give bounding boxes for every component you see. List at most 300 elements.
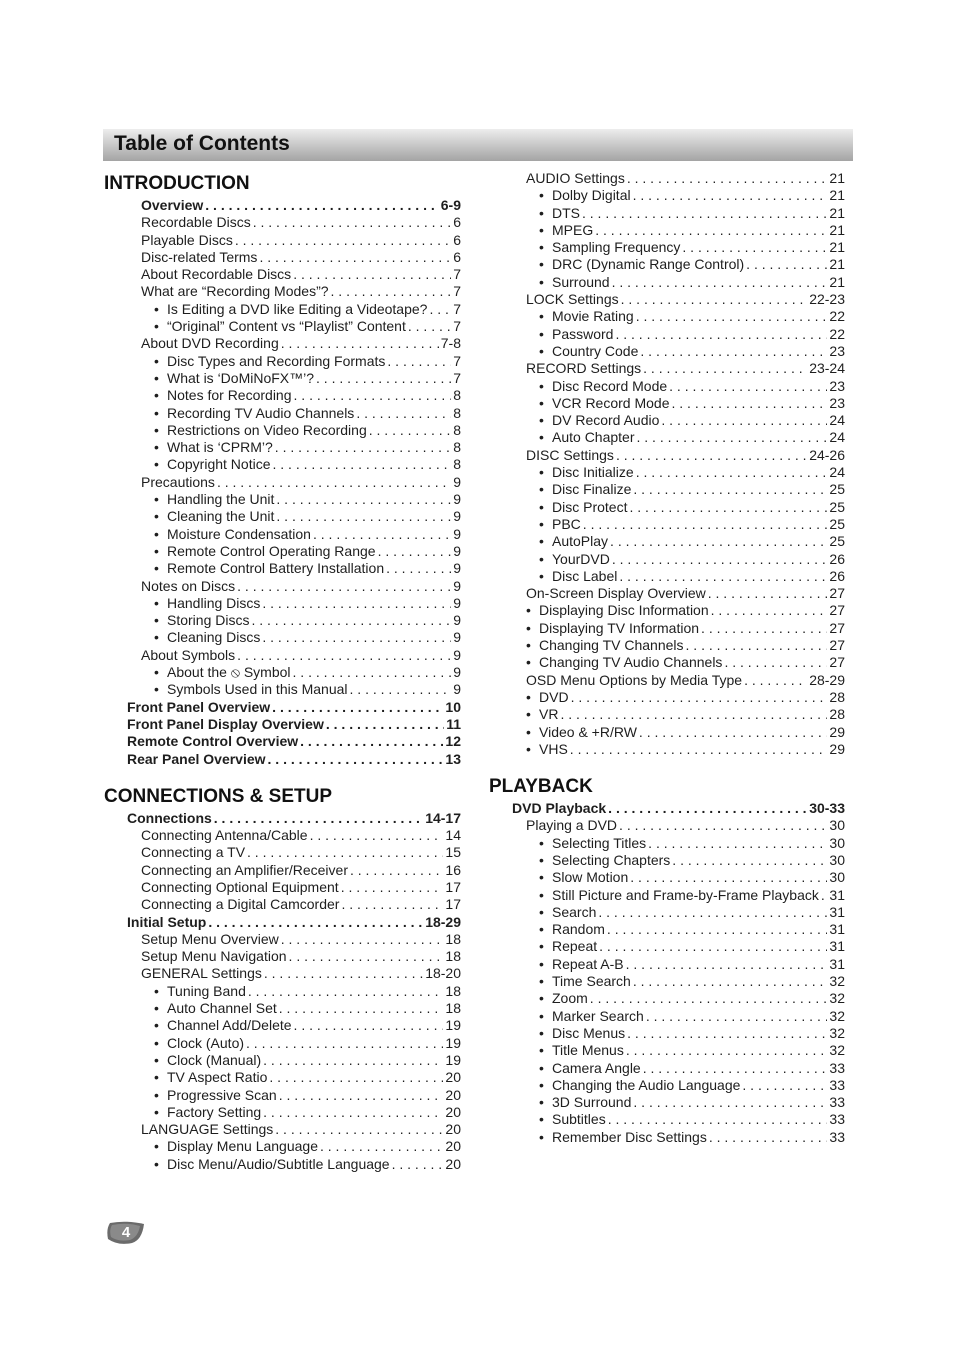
- toc-entry-password: [489, 326, 845, 343]
- dot-leader: [350, 681, 452, 698]
- bullet-icon: •: [154, 1086, 159, 1103]
- bullet-icon: •: [154, 1000, 159, 1017]
- dot-leader: [253, 214, 451, 231]
- toc-entry-page: 14: [445, 827, 461, 844]
- dot-leader: [619, 817, 827, 834]
- dot-leader: [616, 447, 807, 464]
- toc-entry-label: Remember Disc Settings: [552, 1128, 707, 1145]
- dot-leader: [744, 672, 807, 689]
- toc-entry-notes-on-discs: [104, 578, 461, 595]
- toc-entry-lock-settings: [489, 291, 845, 308]
- bullet-icon: •: [539, 204, 544, 221]
- bullet-icon: •: [154, 594, 159, 611]
- dot-leader: [429, 301, 451, 318]
- toc-entry-disc-initialize: [489, 464, 845, 481]
- toc-entry-label: AutoPlay: [552, 533, 609, 550]
- toc-entry-label: Precautions: [141, 473, 215, 490]
- toc-entry-what-are-recording-modes: [104, 283, 461, 300]
- toc-entry-label: VR: [539, 706, 559, 723]
- dot-leader: [369, 422, 451, 439]
- bullet-icon: •: [539, 550, 544, 567]
- toc-entry-pbc: [489, 516, 845, 533]
- toc-entry-page: 18: [445, 1000, 461, 1017]
- dot-leader: [378, 543, 452, 560]
- toc-entry-label: Password: [552, 325, 614, 342]
- toc-entry-page: 26: [829, 567, 845, 584]
- toc-entry-still-picture-and-frame-by-frame-playback: [489, 887, 845, 904]
- toc-entry-connections: [104, 810, 461, 827]
- toc-entry-label: Still Picture and Frame-by-Frame Playback: [552, 886, 819, 903]
- toc-entry-label: Selecting Chapters: [552, 851, 671, 868]
- dot-leader: [262, 595, 451, 612]
- toc-entry-connecting-a-tv: [104, 844, 461, 861]
- toc-entry-page: 33: [829, 1076, 845, 1093]
- toc-entry-label: LANGUAGE Settings: [141, 1121, 274, 1138]
- toc-entry-displaying-tv-information: [489, 620, 845, 637]
- toc-entry-page: 7: [453, 300, 461, 317]
- bullet-icon: •: [539, 533, 544, 550]
- bullet-icon: •: [154, 439, 159, 456]
- dot-leader: [248, 983, 444, 1000]
- dot-leader: [386, 560, 451, 577]
- toc-entry-page: 30-33: [809, 800, 845, 817]
- toc-entry-page: 24: [829, 412, 845, 429]
- toc-entry-vhs: [489, 741, 845, 758]
- toc-entry-page: 32: [829, 973, 845, 990]
- toc-entry-changing-the-audio-language: [489, 1077, 845, 1094]
- dot-leader: [289, 948, 444, 965]
- toc-entry-page: 7: [453, 283, 461, 300]
- toc-entry-label: Time Search: [552, 973, 631, 990]
- toc-entry-label: DRC (Dynamic Range Control): [552, 256, 745, 273]
- toc-entry-label: Notes for Recording: [167, 387, 292, 404]
- toc-entry-clock-manual: [104, 1052, 461, 1069]
- bullet-icon: •: [526, 654, 531, 671]
- toc-entry-page: 10: [445, 698, 461, 715]
- toc-entry-original-content-vs-playlist-content: [104, 318, 461, 335]
- bullet-icon: •: [154, 404, 159, 421]
- toc-entry-label: Disc-related Terms: [141, 248, 258, 265]
- toc-entry-page: 11: [446, 715, 461, 732]
- toc-entry-autoplay: [489, 533, 845, 550]
- dot-leader: [646, 1008, 828, 1025]
- bullet-icon: •: [539, 1059, 544, 1076]
- toc-entry-page: 21: [829, 221, 845, 238]
- bullet-icon: •: [154, 1138, 159, 1155]
- dot-leader: [251, 612, 451, 629]
- bullet-icon: •: [539, 342, 544, 359]
- dot-leader: [235, 232, 451, 249]
- bullet-icon: •: [154, 352, 159, 369]
- dot-leader: [640, 343, 827, 360]
- toc-entry-label: Selecting Titles: [552, 834, 647, 851]
- toc-entry-label: Recording TV Audio Channels: [167, 404, 355, 421]
- toc-entry-repeat-a-b: [489, 956, 845, 973]
- toc-entry-tv-aspect-ratio: [104, 1069, 461, 1086]
- dot-leader: [610, 533, 827, 550]
- toc-entry-label: DTS: [552, 204, 580, 221]
- toc-list-playback: [489, 800, 845, 1146]
- toc-entry-page: 21: [829, 187, 845, 204]
- dot-leader: [648, 835, 827, 852]
- toc-entry-page: 20: [445, 1155, 461, 1172]
- dot-leader: [633, 973, 828, 990]
- toc-entry-disc-protect: [489, 499, 845, 516]
- toc-entry-page: 30: [829, 869, 845, 886]
- bullet-icon: •: [154, 1051, 159, 1068]
- toc-entry-recording-tv-audio-channels: [104, 405, 461, 422]
- toc-entry-moisture-condensation: [104, 526, 461, 543]
- toc-entry-label: Connecting a Digital Camcorder: [141, 896, 340, 913]
- toc-entry-dts: [489, 205, 845, 222]
- bullet-icon: •: [539, 394, 544, 411]
- toc-entry-label: Marker Search: [552, 1007, 644, 1024]
- page-number: 4: [121, 1224, 131, 1241]
- toc-entry-page: 32: [829, 1042, 845, 1059]
- toc-entry-page: 17: [445, 878, 461, 895]
- toc-entry-page: 18: [445, 982, 461, 999]
- section-title-playback: PLAYBACK: [489, 776, 593, 798]
- bullet-icon: •: [539, 955, 544, 972]
- toc-entry-yourdvd: [489, 551, 845, 568]
- bullet-icon: •: [539, 903, 544, 920]
- toc-entry-language-settings: [104, 1121, 461, 1138]
- toc-entry-dvd-playback: [489, 800, 845, 817]
- toc-entry-page: 7: [453, 266, 461, 283]
- dot-leader: [263, 1052, 443, 1069]
- dot-leader: [583, 516, 828, 533]
- toc-entry-label: Copyright Notice: [167, 456, 271, 473]
- toc-entry-page: 33: [829, 1094, 845, 1111]
- dot-leader: [661, 412, 827, 429]
- dot-leader: [711, 602, 828, 619]
- toc-entry-label: Is Editing a DVD like Editing a Videotape?: [167, 300, 428, 317]
- toc-entry-label: Changing the Audio Language: [552, 1076, 741, 1093]
- toc-entry-label: Disc Label: [552, 567, 618, 584]
- toc-entry-label: Recordable Discs: [141, 214, 251, 231]
- toc-entry-label: Disc Finalize: [552, 481, 632, 498]
- dot-leader: [320, 1138, 443, 1155]
- toc-entry-page: 30: [829, 834, 845, 851]
- toc-entry-drc-dynamic-range-control: [489, 256, 845, 273]
- bullet-icon: •: [154, 1155, 159, 1172]
- dot-leader: [273, 456, 452, 473]
- dot-leader: [742, 1077, 827, 1094]
- dot-leader: [268, 751, 444, 768]
- toc-entry-page: 8: [453, 404, 461, 421]
- toc-entry-disc-related-terms: [104, 249, 461, 266]
- toc-entry-label: What is ‘CPRM’?: [167, 439, 273, 456]
- toc-entry-label: Remote Control Battery Installation: [167, 560, 385, 577]
- toc-entry-page: 33: [829, 1111, 845, 1128]
- toc-entry-page: 20: [445, 1103, 461, 1120]
- toc-entry-movie-rating: [489, 308, 845, 325]
- toc-entry-overview: [104, 197, 461, 214]
- toc-entry-page: 9: [453, 664, 461, 681]
- toc-entry-label: DISC Settings: [526, 446, 614, 463]
- bullet-icon: •: [154, 1034, 159, 1051]
- toc-entry-surround: [489, 274, 845, 291]
- toc-entry-page: 7: [453, 369, 461, 386]
- toc-entry-page: 13: [445, 750, 461, 767]
- dot-leader: [621, 291, 808, 308]
- dot-leader: [590, 990, 828, 1007]
- bullet-icon: •: [539, 1128, 544, 1145]
- toc-entry-page: 24: [829, 464, 845, 481]
- toc-entry-label: AUDIO Settings: [526, 170, 625, 186]
- bullet-icon: •: [526, 688, 531, 705]
- toc-entry-page: 22: [829, 308, 845, 325]
- toc-entry-cleaning-the-unit: [104, 508, 461, 525]
- bullet-icon: •: [539, 1094, 544, 1111]
- dot-leader: [313, 526, 451, 543]
- toc-entry-page: 25: [829, 515, 845, 532]
- toc-entry-tuning-band: [104, 983, 461, 1000]
- toc-entry-label: Search: [552, 903, 597, 920]
- toc-entry-about-dvd-recording: [104, 335, 461, 352]
- toc-entry-page: 9: [453, 491, 461, 508]
- toc-entry-label: Tuning Band: [167, 982, 246, 999]
- toc-entry-page: 9: [453, 577, 461, 594]
- toc-entry-sampling-frequency: [489, 239, 845, 256]
- toc-entry-label: About Symbols: [141, 646, 236, 663]
- toc-entry-label: Front Panel Overview: [127, 698, 271, 715]
- toc-entry-page: 8: [453, 421, 461, 438]
- bullet-icon: •: [539, 429, 544, 446]
- toc-entry-page: 29: [829, 740, 845, 757]
- toc-entry-playing-a-dvd: [489, 817, 845, 834]
- toc-entry-page: 8: [453, 387, 461, 404]
- bullet-icon: •: [154, 318, 159, 335]
- toc-entry-label: Displaying TV Information: [539, 619, 700, 636]
- toc-entry-label: Disc Protect: [552, 498, 628, 515]
- bullet-icon: •: [539, 886, 544, 903]
- toc-entry-label: Disc Menu/Audio/Subtitle Language: [167, 1155, 390, 1172]
- toc-entry-page: 18: [445, 948, 461, 965]
- dot-leader: [237, 578, 451, 595]
- toc-column-left: [104, 170, 461, 1173]
- toc-entry-label: Handling Discs: [167, 594, 261, 611]
- toc-entry-dvd: [489, 689, 845, 706]
- dot-leader: [608, 800, 807, 817]
- bullet-icon: •: [526, 637, 531, 654]
- bullet-icon: •: [539, 1111, 544, 1128]
- dot-leader: [279, 1000, 444, 1017]
- dot-leader: [341, 896, 443, 913]
- toc-entry-copyright-notice: [104, 456, 461, 473]
- bullet-icon: •: [154, 681, 159, 698]
- bullet-icon: •: [154, 982, 159, 999]
- section-title-connections-setup: CONNECTIONS & SETUP: [104, 785, 333, 807]
- toc-entry-page: 27: [829, 585, 845, 602]
- toc-entry-time-search: [489, 973, 845, 990]
- dot-leader: [263, 1104, 443, 1121]
- toc-entry-page: 23-24: [809, 360, 845, 377]
- toc-entry-page: 25: [829, 481, 845, 498]
- toc-entry-rear-panel-overview: [104, 751, 461, 768]
- toc-entry-page: 7: [453, 318, 461, 335]
- bullet-icon: •: [154, 369, 159, 386]
- toc-entry-label: YourDVD: [552, 550, 610, 567]
- toc-entry-page: 20: [445, 1121, 461, 1138]
- toc-entry-handling-the-unit: [104, 491, 461, 508]
- dot-leader: [746, 256, 827, 273]
- toc-entry-label: Connecting a TV: [141, 844, 246, 861]
- toc-entry-vr: [489, 706, 845, 723]
- toc-entry-page: 20: [445, 1069, 461, 1086]
- bullet-icon: •: [539, 256, 544, 273]
- toc-entry-page: 9: [453, 612, 461, 629]
- toc-entry-disc-menus: [489, 1025, 845, 1042]
- toc-entry-on-screen-display-overview: [489, 585, 845, 602]
- toc-entry-label: Rear Panel Overview: [127, 750, 266, 767]
- bullet-icon: •: [154, 664, 159, 681]
- toc-entry-page: 7: [453, 352, 461, 369]
- toc-entry-label: Random: [552, 921, 605, 938]
- toc-entry-page: 30: [829, 851, 845, 868]
- bullet-icon: •: [526, 619, 531, 636]
- toc-entry-changing-tv-channels: [489, 637, 845, 654]
- toc-entry-page: 21: [829, 273, 845, 290]
- toc-entry-page: 23: [829, 342, 845, 359]
- toc-entry-display-menu-language: [104, 1138, 461, 1155]
- toc-entry-label: Setup Menu Navigation: [141, 948, 287, 965]
- dot-leader: [205, 197, 439, 214]
- toc-entry-symbols-used-in-this-manual: [104, 681, 461, 698]
- bullet-icon: •: [539, 990, 544, 1007]
- toc-entry-about-the-symbol: [104, 664, 461, 681]
- toc-entry-page: 8: [453, 439, 461, 456]
- toc-entry-label: Repeat: [552, 938, 598, 955]
- bullet-icon: •: [154, 1069, 159, 1086]
- dot-leader: [259, 249, 451, 266]
- dot-leader: [724, 654, 827, 671]
- bullet-icon: •: [154, 421, 159, 438]
- dot-leader: [247, 844, 443, 861]
- dot-leader: [310, 827, 444, 844]
- dot-leader: [595, 222, 827, 239]
- dot-leader: [570, 741, 828, 758]
- toc-entry-label: Changing TV Audio Channels: [539, 654, 723, 671]
- toc-entry-precautions: [104, 474, 461, 491]
- toc-entry-label: Auto Chapter: [552, 429, 635, 446]
- toc-entry-auto-channel-set: [104, 1000, 461, 1017]
- toc-entry-page: 32: [829, 1024, 845, 1041]
- toc-entry-mpeg: [489, 222, 845, 239]
- toc-entry-label: Overview: [141, 197, 204, 213]
- bullet-icon: •: [539, 221, 544, 238]
- toc-entry-connecting-antenna-cable: [104, 827, 461, 844]
- toc-entry-label: Playing a DVD: [526, 817, 618, 834]
- toc-entry-page: 28: [829, 688, 845, 705]
- toc-entry-label: Remote Control Operating Range: [167, 542, 376, 559]
- bullet-icon: •: [539, 938, 544, 955]
- dot-leader: [643, 360, 807, 377]
- dot-leader: [294, 387, 452, 404]
- toc-entry-page: 18-20: [425, 965, 461, 982]
- toc-entry-label: VCR Record Mode: [552, 394, 670, 411]
- toc-entry-page: 12: [445, 733, 461, 750]
- toc-entry-connecting-a-digital-camcorder: [104, 896, 461, 913]
- toc-entry-label: Connecting Antenna/Cable: [141, 827, 308, 844]
- toc-entry-label: MPEG: [552, 221, 594, 238]
- toc-entry-zoom: [489, 990, 845, 1007]
- toc-entry-label: Dolby Digital: [552, 187, 631, 204]
- toc-entry-osd-menu-options-by-media-type: [489, 672, 845, 689]
- dot-leader: [408, 318, 451, 335]
- dot-leader: [392, 1156, 444, 1173]
- toc-entry-vcr-record-mode: [489, 395, 845, 412]
- toc-entry-label: DV Record Audio: [552, 412, 660, 429]
- toc-entry-title-menus: [489, 1042, 845, 1059]
- toc-entry-disc-menu-audio-subtitle-language: [104, 1156, 461, 1173]
- bullet-icon: •: [539, 464, 544, 481]
- dot-leader: [615, 326, 827, 343]
- toc-entry-page: 21: [829, 239, 845, 256]
- toc-entry-label: Zoom: [552, 990, 588, 1007]
- toc-entry-label: Symbols Used in this Manual: [167, 681, 348, 698]
- dot-leader: [316, 370, 451, 387]
- toc-entry-page: 27: [829, 619, 845, 636]
- dot-leader: [276, 491, 451, 508]
- toc-entry-label: Setup Menu Overview: [141, 930, 279, 947]
- toc-entry-page: 9: [453, 560, 461, 577]
- bullet-icon: •: [539, 869, 544, 886]
- dot-leader: [387, 353, 451, 370]
- toc-entry-label: Cleaning the Unit: [167, 508, 275, 525]
- toc-entry-page: 32: [829, 990, 845, 1007]
- toc-entry-label: TV Aspect Ratio: [167, 1069, 268, 1086]
- dot-leader: [627, 1025, 827, 1042]
- bullet-icon: •: [154, 300, 159, 317]
- dot-leader: [633, 187, 828, 204]
- toc-entry-dv-record-audio: [489, 412, 845, 429]
- toc-entry-handling-discs: [104, 595, 461, 612]
- toc-entry-page: 31: [829, 903, 845, 920]
- toc-entry-label: Disc Record Mode: [552, 377, 668, 394]
- toc-entry-disc-label: [489, 568, 845, 585]
- toc-entry-label: Auto Channel Set: [167, 1000, 277, 1017]
- toc-entry-about-recordable-discs: [104, 266, 461, 283]
- toc-entry-label: Displaying Disc Information: [539, 602, 709, 619]
- dot-leader: [279, 1087, 444, 1104]
- toc-entry-label: Camera Angle: [552, 1059, 641, 1076]
- toc-entry-page: 25: [829, 533, 845, 550]
- dot-leader: [331, 283, 452, 300]
- toc-entry-label: Clock (Auto): [167, 1034, 245, 1051]
- toc-entry-label: Moisture Condensation: [167, 525, 311, 542]
- toc-entry-random: [489, 921, 845, 938]
- toc-entry-auto-chapter: [489, 429, 845, 446]
- dot-leader: [633, 1094, 827, 1111]
- toc-entry-page: 19: [445, 1017, 461, 1034]
- toc-entry-label: Disc Menus: [552, 1024, 626, 1041]
- dot-leader: [630, 869, 827, 886]
- toc-entry-general-settings: [104, 965, 461, 982]
- dot-leader: [217, 474, 451, 491]
- toc-entry-label: Disc Types and Recording Formats: [167, 352, 386, 369]
- toc-entry-label: 3D Surround: [552, 1094, 632, 1111]
- toc-entry-label: What is ‘DoMiNoFX™’?: [167, 369, 315, 386]
- toc-entry-label: PBC: [552, 515, 581, 532]
- toc-entry-audio-settings: [489, 170, 845, 187]
- toc-entry-page: 6: [453, 248, 461, 265]
- toc-entry-page: 9: [453, 629, 461, 646]
- dot-leader: [237, 647, 451, 664]
- toc-entry-page: 20: [445, 1086, 461, 1103]
- toc-entry-what-is-dominofx: [104, 370, 461, 387]
- toc-entry-page: 18-29: [425, 913, 461, 930]
